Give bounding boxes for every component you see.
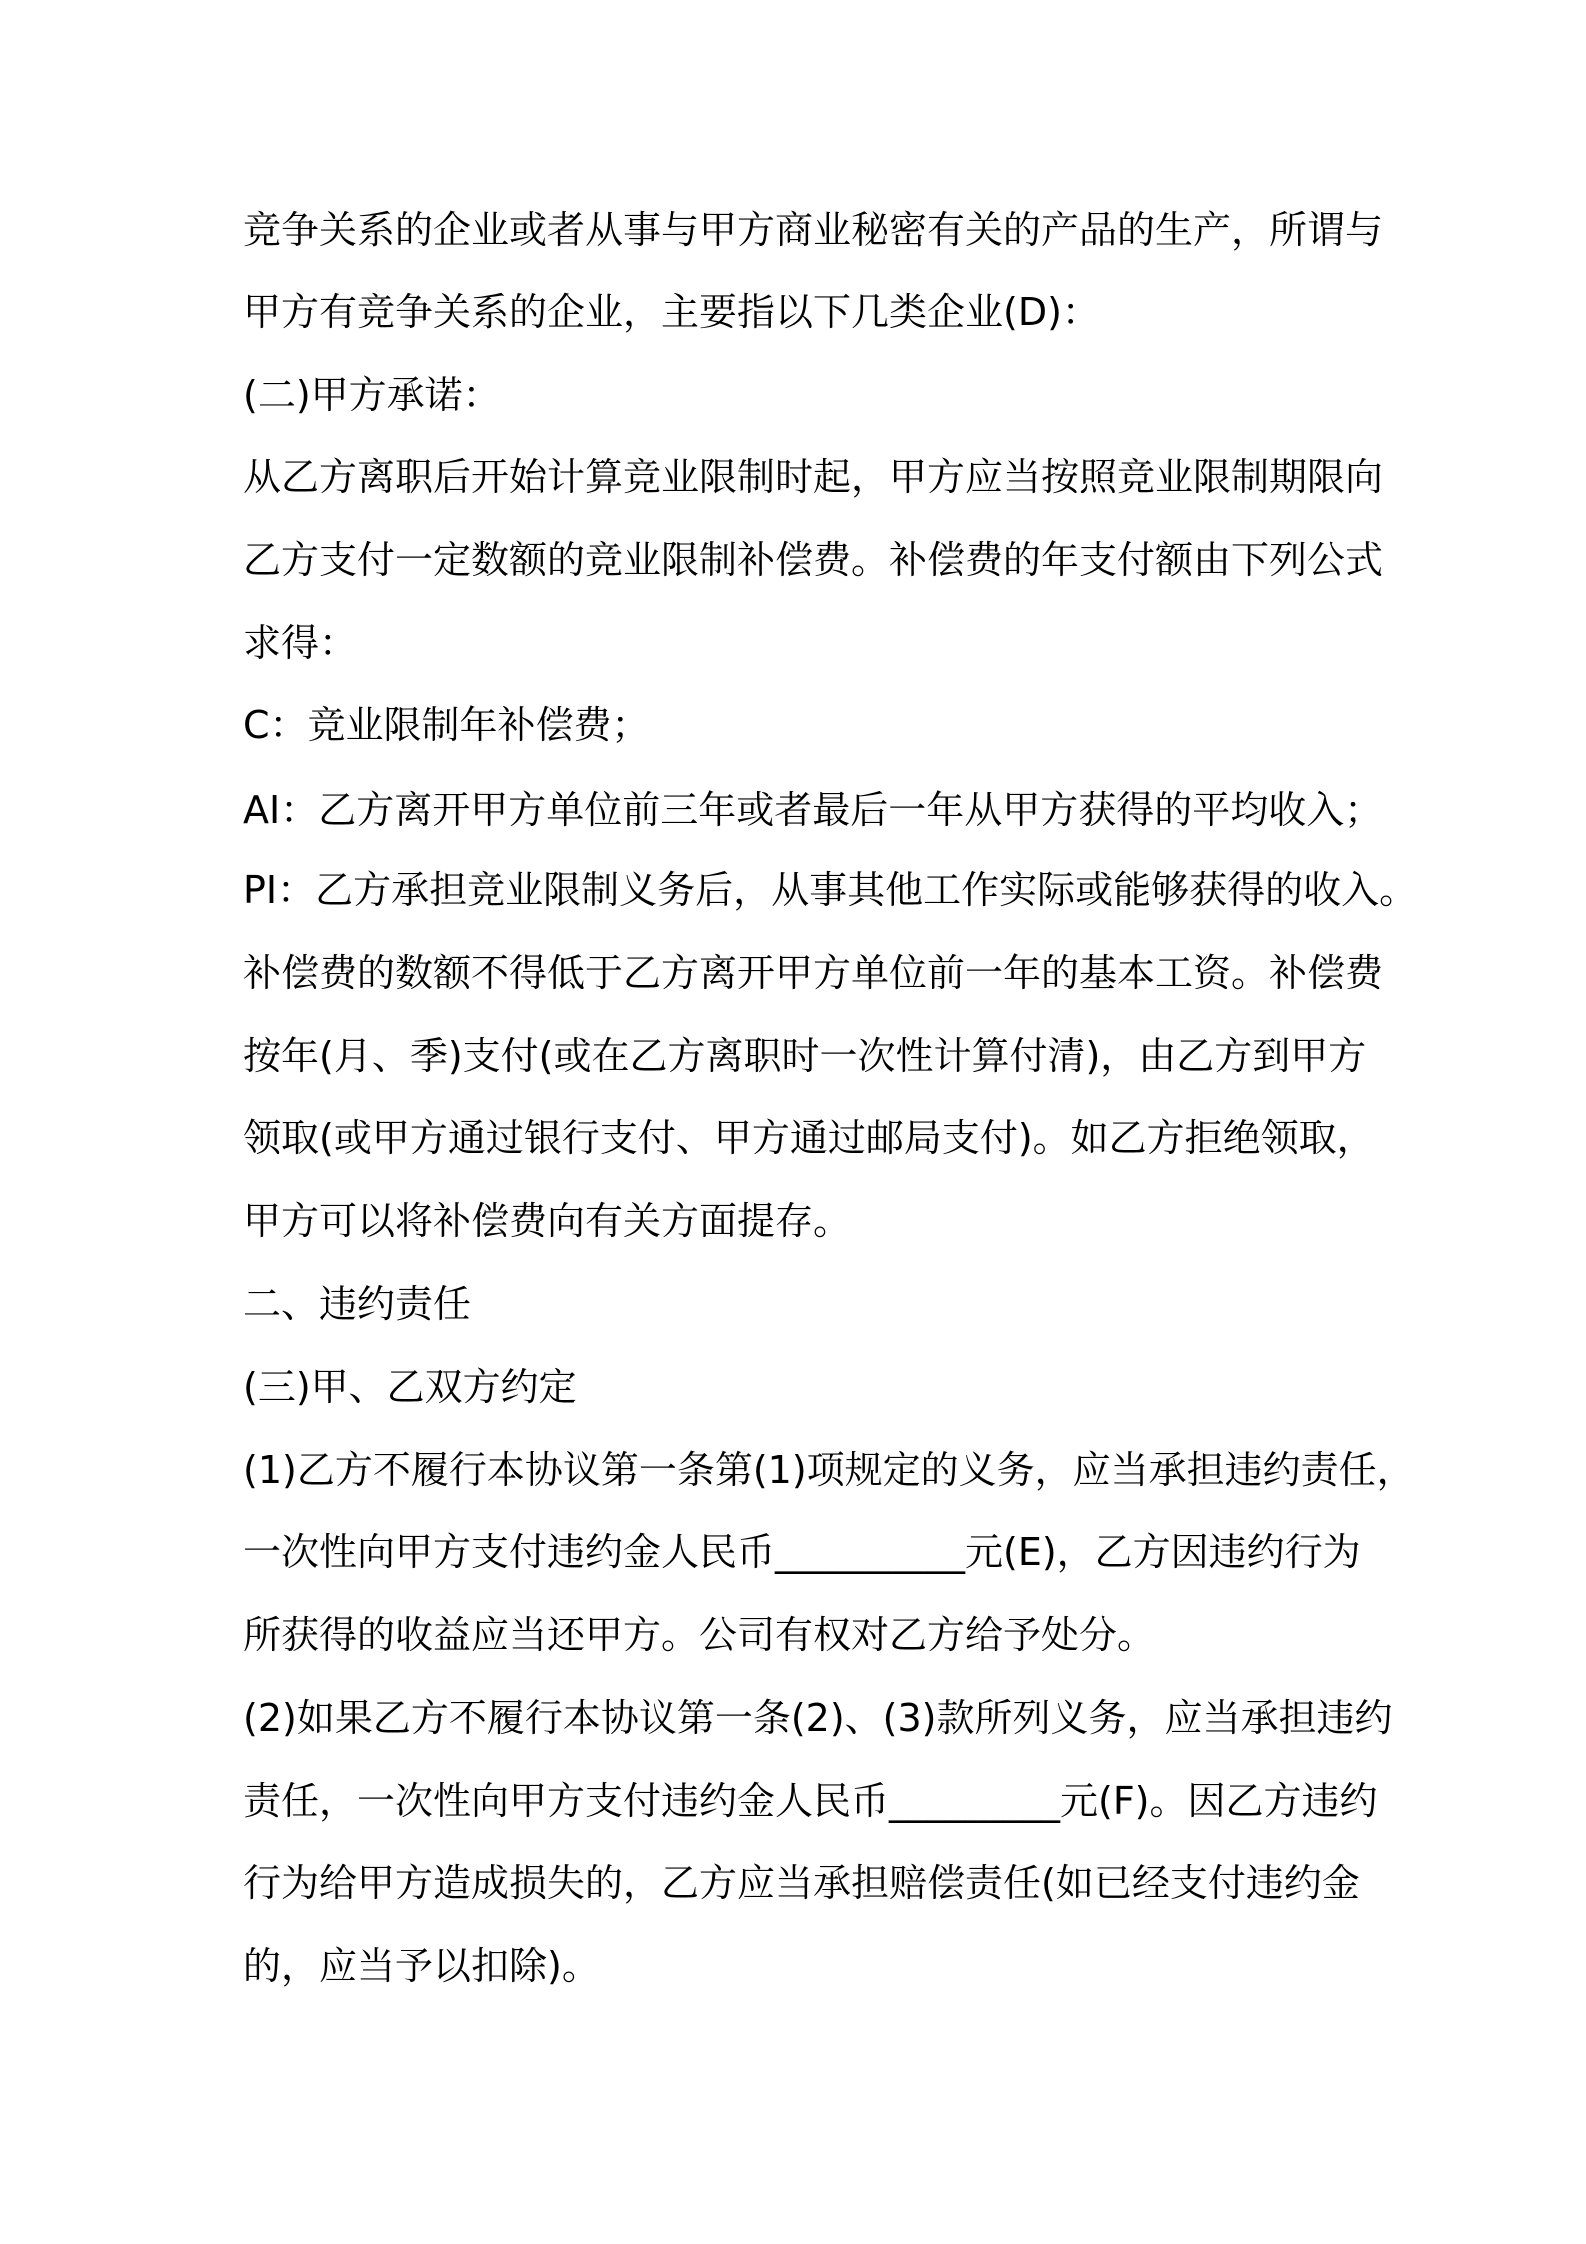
text-line: 竞争关系的企业或者从事与甲方商业秘密有关的产品的生产，所谓与 <box>243 208 1384 252</box>
clause-line: 责任，一次性向甲方支付违约金人民币_________元(F)。因乙方违约 <box>243 1779 1378 1823</box>
formula-definition: C：竞业限制年补偿费； <box>243 703 650 747</box>
clause-line: 的，应当予以扣除)。 <box>243 1944 600 1988</box>
section-heading: (三)甲、乙双方约定 <box>243 1365 577 1409</box>
text-line: 领取(或甲方通过银行支付、甲方通过邮局支付)。如乙方拒绝领取， <box>243 1116 1375 1160</box>
section-heading: 二、违约责任 <box>243 1282 472 1326</box>
text-line: 甲方可以将补偿费向有关方面提存。 <box>243 1199 852 1243</box>
text-line: 求得： <box>243 621 358 665</box>
clause-line: (2)如果乙方不履行本协议第一条(2)、(3)款所列义务，应当承担违约 <box>243 1696 1393 1740</box>
text-line: 从乙方离职后开始计算竞业限制时起，甲方应当按照竞业限制期限向 <box>243 455 1384 499</box>
text-line: 甲方有竞争关系的企业，主要指以下几类企业(D)： <box>243 290 1100 334</box>
text-line: 按年(月、季)支付(或在乙方离职时一次性计算付清)，由乙方到甲方 <box>243 1034 1367 1078</box>
formula-definition: AI：乙方离开甲方单位前三年或者最后一年从甲方获得的平均收入； <box>243 788 1383 832</box>
text-line: 乙方支付一定数额的竞业限制补偿费。补偿费的年支付额由下列公式 <box>243 538 1384 582</box>
clause-line: 一次性向甲方支付违约金人民币__________元(E)，乙方因违约行为 <box>243 1530 1361 1574</box>
text-line: 补偿费的数额不得低于乙方离开甲方单位前一年的基本工资。补偿费 <box>243 951 1384 995</box>
clause-line: 所获得的收益应当还甲方。公司有权对乙方给予处分。 <box>243 1613 1156 1657</box>
section-heading: (二)甲方承诺： <box>243 373 501 417</box>
formula-definition: PI：乙方承担竞业限制义务后，从事其他工作实际或能够获得的收入。 <box>243 868 1418 912</box>
clause-line: 行为给甲方造成损失的，乙方应当承担赔偿责任(如已经支付违约金 <box>243 1861 1360 1905</box>
clause-line: (1)乙方不履行本协议第一条第(1)项规定的义务，应当承担违约责任， <box>243 1448 1415 1492</box>
